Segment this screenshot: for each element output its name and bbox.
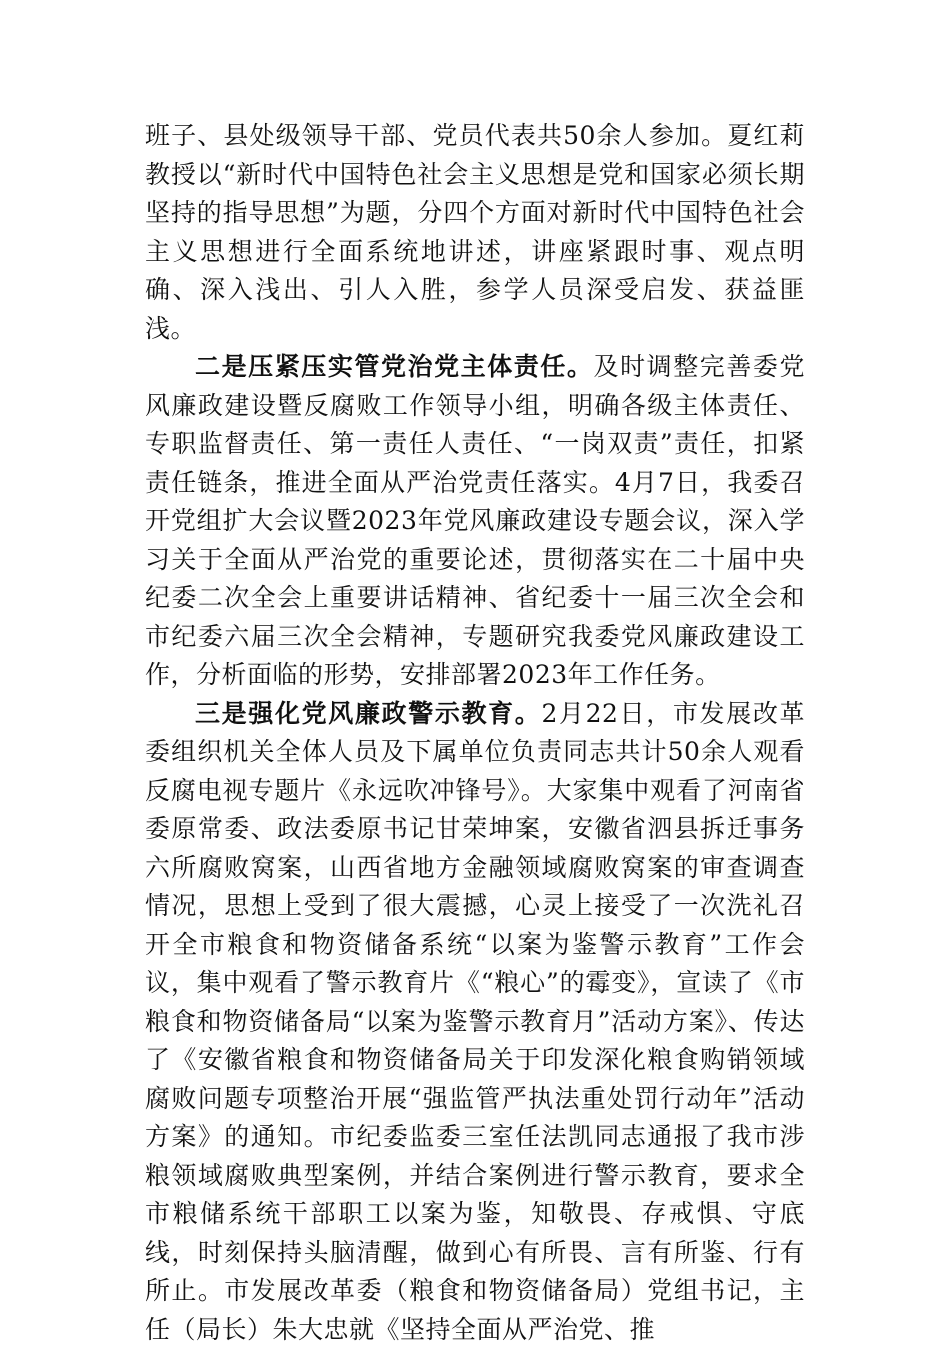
paragraph-2-heading: 二是压紧压实管党治党主体责任。 [195, 352, 594, 381]
paragraph-1 [145, 117, 805, 348]
paragraph-2 [145, 348, 805, 695]
document-page [145, 117, 805, 1349]
paragraph-3 [145, 695, 805, 1349]
paragraph-1-text: 班子、县处级领导干部、党员代表共50余人参加。夏红莉教授以“新时代中国特色社会主义思想是党和国家必须长期坚持的指导思想”为题，分四个方面对新时代中国特色社会主义思想进行全面系统地讲述，讲座紧跟时事、观点明确、深入浅出、引人入胜，参学人员深受启发、获益匪浅。 [145, 121, 805, 343]
paragraph-3-heading: 三是强化党风廉政警示教育。 [195, 699, 541, 728]
paragraph-3-text: 2月22日，市发展改革委组织机关全体人员及下属单位负责同志共计50余人观看反腐电视专题片《永远吹冲锋号》。大家集中观看了河南省委原常委、政法委原书记甘荣坤案，安徽省泗县拆迁事务六所腐败窝案，山西省地方金融领域腐败窝案的审查调查情况，思想上受到了很大震撼，心灵上接受了一次洗礼召开全市粮食和物资储备系统“以案为鉴警示教育”工作会议，集中观看了警示教育片《“粮心”的霉变》，宣读了《市粮食和物资储备局“以案为鉴警示教育月”活动方案》、传达了《安徽省粮食和物资储备局关于印发深化粮食购销领域腐败问题专项整治开展“强监管严执法重处罚行动年”活动方案》的通知。市纪委监委三室任法凯同志通报了我市涉粮领域腐败典型案例，并结合案例进行警示教育，要求全市粮储系统干部职工以案为鉴，知敬畏、存戒惧、守底线，时刻保持头脑清醒，做到心有所畏、言有所鉴、行有所止。市发展改革委（粮食和物资储备局）党组书记，主任（局长）朱大忠就《坚持全面从严治党、推 [145, 699, 805, 1344]
paragraph-2-text: 及时调整完善委党风廉政建设暨反腐败工作领导小组，明确各级主体责任、专职监督责任、第一责任人责任、“一岗双责”责任，扣紧责任链条，推进全面从严治党责任落实。4月7日，我委召开党组扩大会议暨2023年党风廉政建设专题会议，深入学习关于全面从严治党的重要论述，贯彻落实在二十届中央纪委二次全会上重要讲话精神、省纪委十一届三次全会和市纪委六届三次全会精神，专题研究我委党风廉政建设工作，分析面临的形势，安排部署2023年工作任务。 [145, 352, 805, 689]
